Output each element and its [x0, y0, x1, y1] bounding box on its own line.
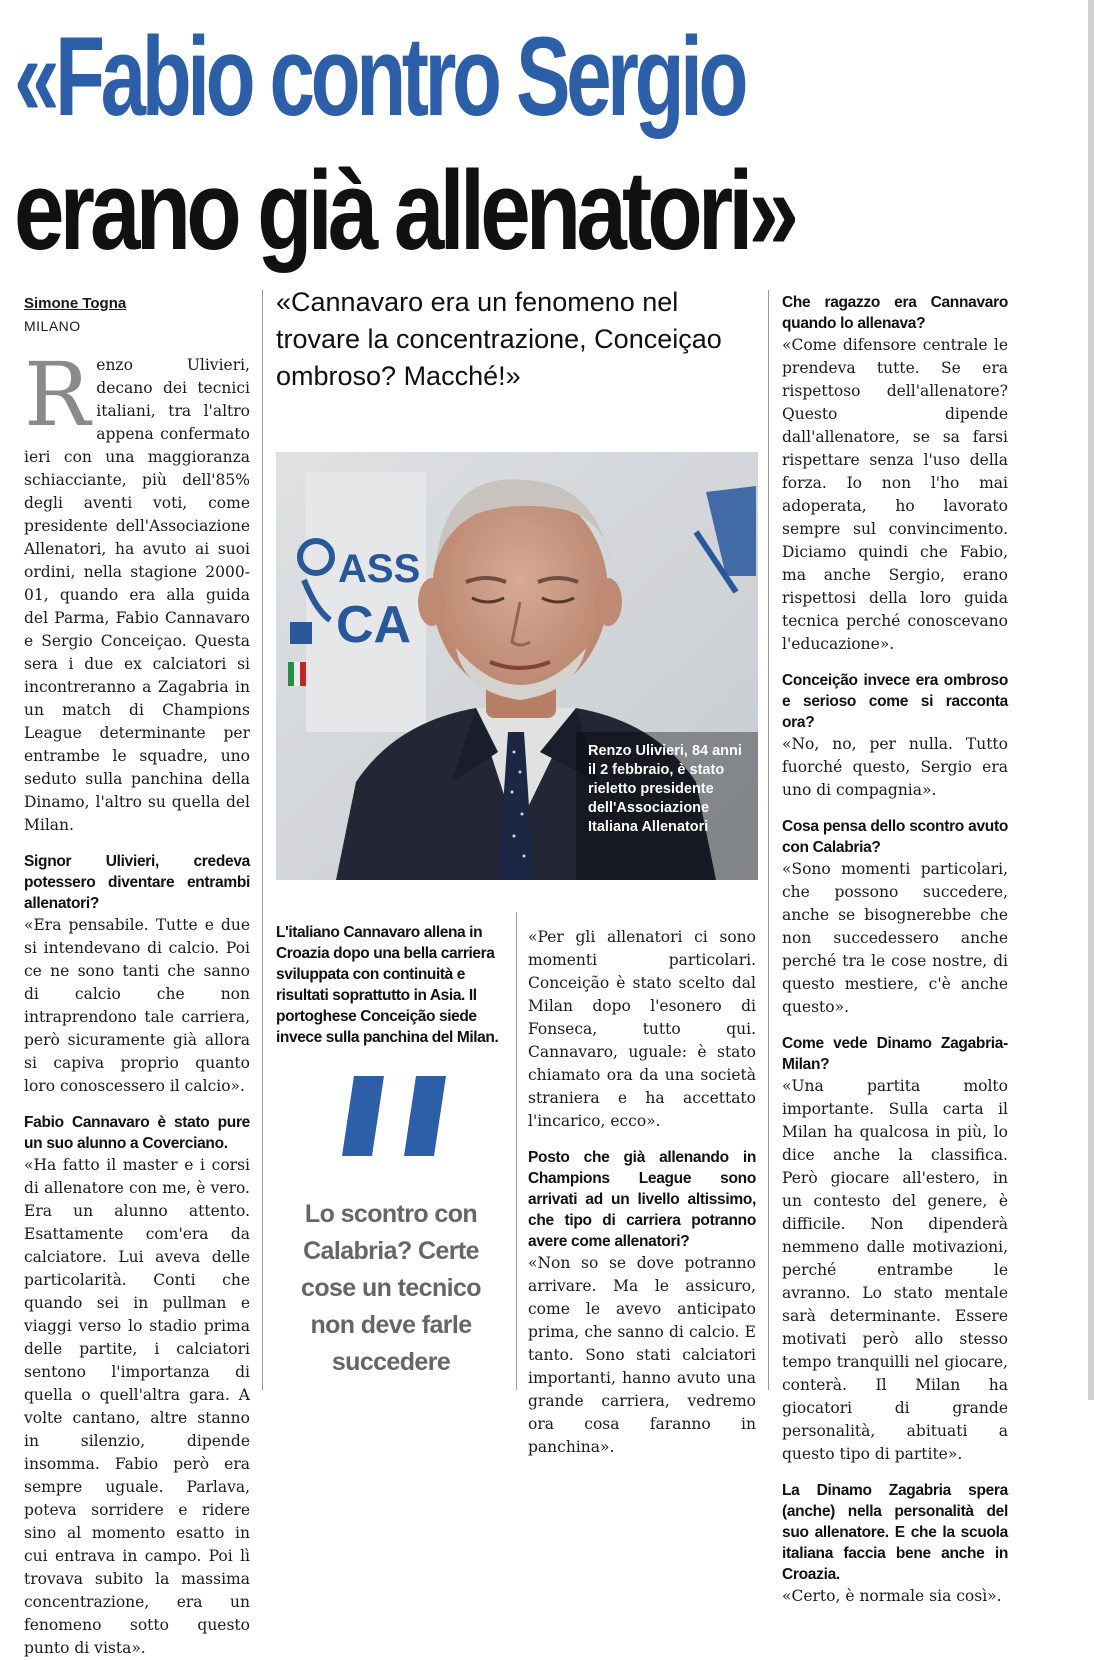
- photo-caption: Renzo Ulivieri, 84 anni il 2 febbraio, è stato rieletto presidente dell'Associazione Italiana Allenatori: [588, 743, 742, 835]
- subheadline: «Cannavaro era un fenomeno nel trovare la concentrazione, Conceiçao ombroso? Macché!»: [276, 287, 722, 391]
- question: La Dinamo Zagabria spera (anche) nella personalità del suo allenatore. E che la scuola italiana faccia bene anche in Croazia.: [782, 1482, 1008, 1583]
- answer: «Per gli allenatori ci sono momenti particolari. Conceição è stato scelto dal Milan dopo l'esonero di Fonseca, tutto qui. Cannavaro, uguale: è stato chiamato ora da una società straniera e ha accettato l'incarico, ecco».: [528, 928, 756, 1130]
- question: Che ragazzo era Cannavaro quando lo allenava?: [782, 294, 1008, 332]
- answer: «Una partita molto importante. Sulla carta il Milan ha qualcosa in più, lo dice anche la classifica. Però giocare all'estero, in un contesto del genere, è difficile. Non dipenderà nemmeno dalle motivazioni, perché entrambe le avranno. Lo stato mentale sarà determinante. Essere motivati però allo stesso tempo tranquilli nel giocare, conterà. Il Milan ha giocatori di grande personalità, abituati a questo tipo di partite».: [782, 1077, 1008, 1463]
- page-edge: [1088, 0, 1094, 1400]
- column-rule: [262, 290, 263, 1390]
- answer: «Sono momenti particolari, che possono succedere, anche se bisognerebbe che non succedessero anche perché tra le cose nostre, di questo mestiere, c'è anche questo».: [782, 860, 1008, 1016]
- answer: «Ha fatto il master e i corsi di allenatore con me, è vero. Era un alunno attento. Esattamente com'era da calciatore. Lui aveva delle particolarità. Conti che quando sei in pullman e viaggi verso lo stadio prima delle partite, i calciatori sentono l'importanza di quella o quell'altra gara. A volte cantano, altre stanno in silenzio, dipende insomma. Fabio però era sempre uguale. Parlava, poteva sorridere e ridere sino al momento esatto in cui entrava in campo. Poi lì trovava subito la massima concentrazione, era un fenomeno sotto questo punto di vista».: [24, 1156, 250, 1657]
- column-1: [24, 292, 250, 1660]
- column-rule: [768, 290, 769, 1390]
- intro-text: enzo Ulivieri, decano dei tecnici italiani, tra l'altro appena confermato ieri con una maggioranza schiacciante, più dell'85% degli aventi voti, come presidente dell'Associazione Allenatori, ha avuto ai suoi ordini, nella stagione 2000-01, quando era alla guida del Parma, Fabio Cannavaro e Sergio Conceiçao. Questa sera i due ex calciatori si incontreranno a Zagabria in un match di Champions League determinante per entrambe le squadre, uno seduto sulla panchina della Dinamo, l'altro su quella del Milan.: [24, 356, 250, 834]
- answer: «Come difensore centrale le prendeva tutte. Se era rispettoso dell'allenatore? Questo dipende dall'allenatore, se sa farsi rispettare senza l'uso della forza. Io non l'ho mai adoperata, ho lavorato sempre sul convincimento. Diciamo quindi che Fabio, ma anche Sergio, erano rispettosi della loro guida tecnica perché conoscevano l'educazione».: [782, 336, 1008, 653]
- lead-paragraph: L'italiano Cannavaro allena in Croazia dopo una bella carriera sviluppata con continuità e risultati soprattutto in Asia. Il portoghese Conceição siede invece sulla panchina del Milan.: [276, 924, 499, 1046]
- question: Come vede Dinamo Zagabria-Milan?: [782, 1035, 1008, 1073]
- answer: «Era pensabile. Tutte e due si intendevano di calcio. Poi ce ne sono tanti che sanno di calcio che non intraprendono tale carriera, però sicuramente già allora si capiva proprio quanto loro conoscessero il calcio».: [24, 916, 250, 1095]
- byline-place: MILANO: [24, 318, 81, 334]
- answer: «Certo, è normale sia così».: [782, 1587, 1002, 1605]
- question: Cosa pensa dello scontro avuto con Calabria?: [782, 818, 1008, 856]
- question: Conceição invece era ombroso e serioso come si racconta ora?: [782, 672, 1008, 731]
- headline-line-1: «Fabio contro Sergio: [14, 14, 745, 139]
- backdrop-text: ASS: [338, 547, 421, 591]
- headline-line-2: erano già allenatori»: [14, 148, 795, 273]
- answer: «Non so se dove potranno arrivare. Ma le assicuro, come le avevo anticipato prima, che sanno di calcio. E tanto. Sono stati calciatori importanti, hanno avuto una grande carriera, vedremo ora cosa faranno in panchina».: [528, 1254, 756, 1456]
- question: Signor Ulivieri, credeva potessero diventare entrambi allenatori?: [24, 853, 250, 912]
- backdrop-text: CA: [336, 596, 412, 654]
- column-3: [528, 926, 756, 1459]
- drop-cap: R: [24, 343, 91, 446]
- quote-mark-icon: [332, 1066, 462, 1156]
- column-4: [782, 292, 1008, 1608]
- column-rule: [516, 912, 517, 1390]
- question: Fabio Cannavaro è stato pure un suo alunno a Coverciano.: [24, 1114, 250, 1152]
- byline-author: Simone Togna: [24, 295, 127, 312]
- intro-paragraph: [24, 343, 250, 837]
- question: Posto che già allenando in Champions League sono arrivati ad un livello altissimo, che tipo di carriera potranno avere come allenatori?: [528, 1149, 756, 1250]
- answer: «No, no, per nulla. Tutto fuorché questo, Sergio era uno di compagnia».: [782, 735, 1008, 799]
- pull-quote: Lo scontro con Calabria? Certe cose un tecnico non deve farle succedere: [301, 1200, 481, 1376]
